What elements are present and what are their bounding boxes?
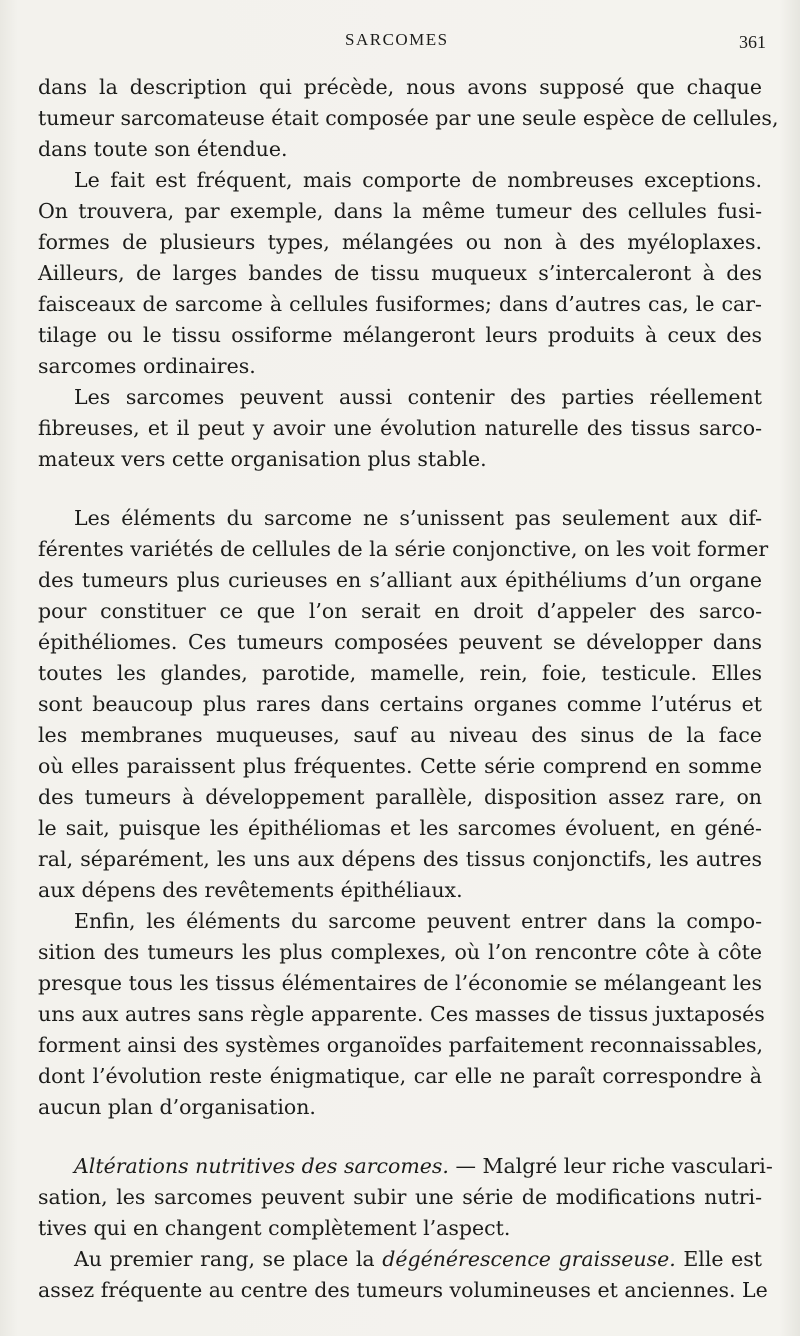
emphasis-term: dégénérescence graisseuse. [382,1247,676,1271]
text-line: tumeur sarcomateuse était composée par une seule espèce de cellules, [38,106,779,130]
section-gap [38,475,762,503]
text-line: férentes variétés de cellules de la série conjonctive, on les voit former [38,537,769,561]
text-line: où elles paraissent plus fréquentes. Cette série comprend en somme [38,754,762,778]
text-line: formes de plusieurs types, mélangées ou non à des myéloplaxes. [38,230,762,254]
text-line: aux dépens des revêtements épithéliaux. [38,878,463,902]
paragraph-6 [38,1151,773,1244]
paragraph-4 [38,503,769,906]
text-line: tilage ou le tissu ossiforme mélangeront leurs produits à ceux des [38,323,762,347]
running-head [0,30,800,58]
body-text [38,72,779,1306]
text-line: Ailleurs, de larges bandes de tissu muqueux s’intercaleront à des [38,261,762,285]
heading-continuation: — Malgré leur riche vasculari- [448,1154,773,1178]
text-run: Au premier rang, se place la [74,1247,383,1271]
text-run: Elle est [675,1247,762,1271]
section-gap [38,1123,762,1151]
text-line [38,1151,773,1182]
text-line: toutes les glandes, parotide, mamelle, rein, foie, testicule. Elles [38,661,762,685]
text-line: dans toute son étendue. [38,137,288,161]
text-line: sation, les sarcomes peuvent subir une série de modifications nutri- [38,1185,762,1209]
text-line: les membranes muqueuses, sauf au niveau des sinus de la face [38,723,762,747]
text-line: sarcomes ordinaires. [38,354,256,378]
text-line: sont beaucoup plus rares dans certains organes comme l’utérus et [38,692,762,716]
text-line: le sait, puisque les épithéliomas et les sarcomes évoluent, en géné- [38,816,762,840]
text-line: tives qui en changent complètement l’aspect. [38,1216,511,1240]
text-line: fibreuses, et il peut y avoir une évolution naturelle des tissus sarco- [38,416,762,440]
text-line: ral, séparément, les uns aux dépens des tissus conjonctifs, les autres [38,847,762,871]
paragraph-7 [38,1244,768,1306]
text-line: faisceaux de sarcome à cellules fusiformes; dans d’autres cas, le car- [38,292,762,316]
text-line: On trouvera, par exemple, dans la même tumeur des cellules fusi- [38,199,762,223]
text-line: des tumeurs à développement parallèle, disposition assez rare, on [38,785,762,809]
text-line: assez fréquente au centre des tumeurs volumineuses et anciennes. Le [38,1278,768,1302]
text-line: dont l’évolution reste énigmatique, car elle ne paraît correspondre à [38,1064,762,1088]
text-line: Le fait est fréquent, mais comporte de nombreuses exceptions. [74,168,762,192]
paragraph-3 [38,382,762,475]
text-line: mateux vers cette organisation plus stable. [38,447,487,471]
text-line: aucun plan d’organisation. [38,1095,316,1119]
text-line: Les sarcomes peuvent aussi contenir des parties réellement [74,385,762,409]
text-line: uns aux autres sans règle apparente. Ces masses de tissus juxtaposés [38,1002,765,1026]
text-line: Enfin, les éléments du sarcome peuvent entrer dans la compo- [74,909,762,933]
page-number: 361 [739,32,766,52]
text-line: presque tous les tissus élémentaires de l’économie se mélangeant les [38,971,762,995]
text-line: forment ainsi des systèmes organoïdes parfaitement reconnaissables, [38,1033,764,1057]
text-line [38,1244,762,1275]
text-line: dans la description qui précède, nous avons supposé que chaque [38,75,762,99]
text-line: pour constituer ce que l’on serait en droit d’appeler des sarco- [38,599,762,623]
text-line: des tumeurs plus curieuses en s’alliant aux épithéliums d’un organe [38,568,762,592]
paragraph-1 [38,72,779,165]
paragraph-2 [38,165,762,382]
running-title: SARCOMES [345,30,449,49]
text-line: Les éléments du sarcome ne s’unissent pas seulement aux dif- [74,506,762,530]
section-heading: Altérations nutritives des sarcomes. [74,1154,449,1178]
text-line: sition des tumeurs les plus complexes, où l’on rencontre côte à côte [38,940,762,964]
paragraph-5 [38,906,765,1123]
text-line: épithéliomes. Ces tumeurs composées peuvent se développer dans [38,630,762,654]
